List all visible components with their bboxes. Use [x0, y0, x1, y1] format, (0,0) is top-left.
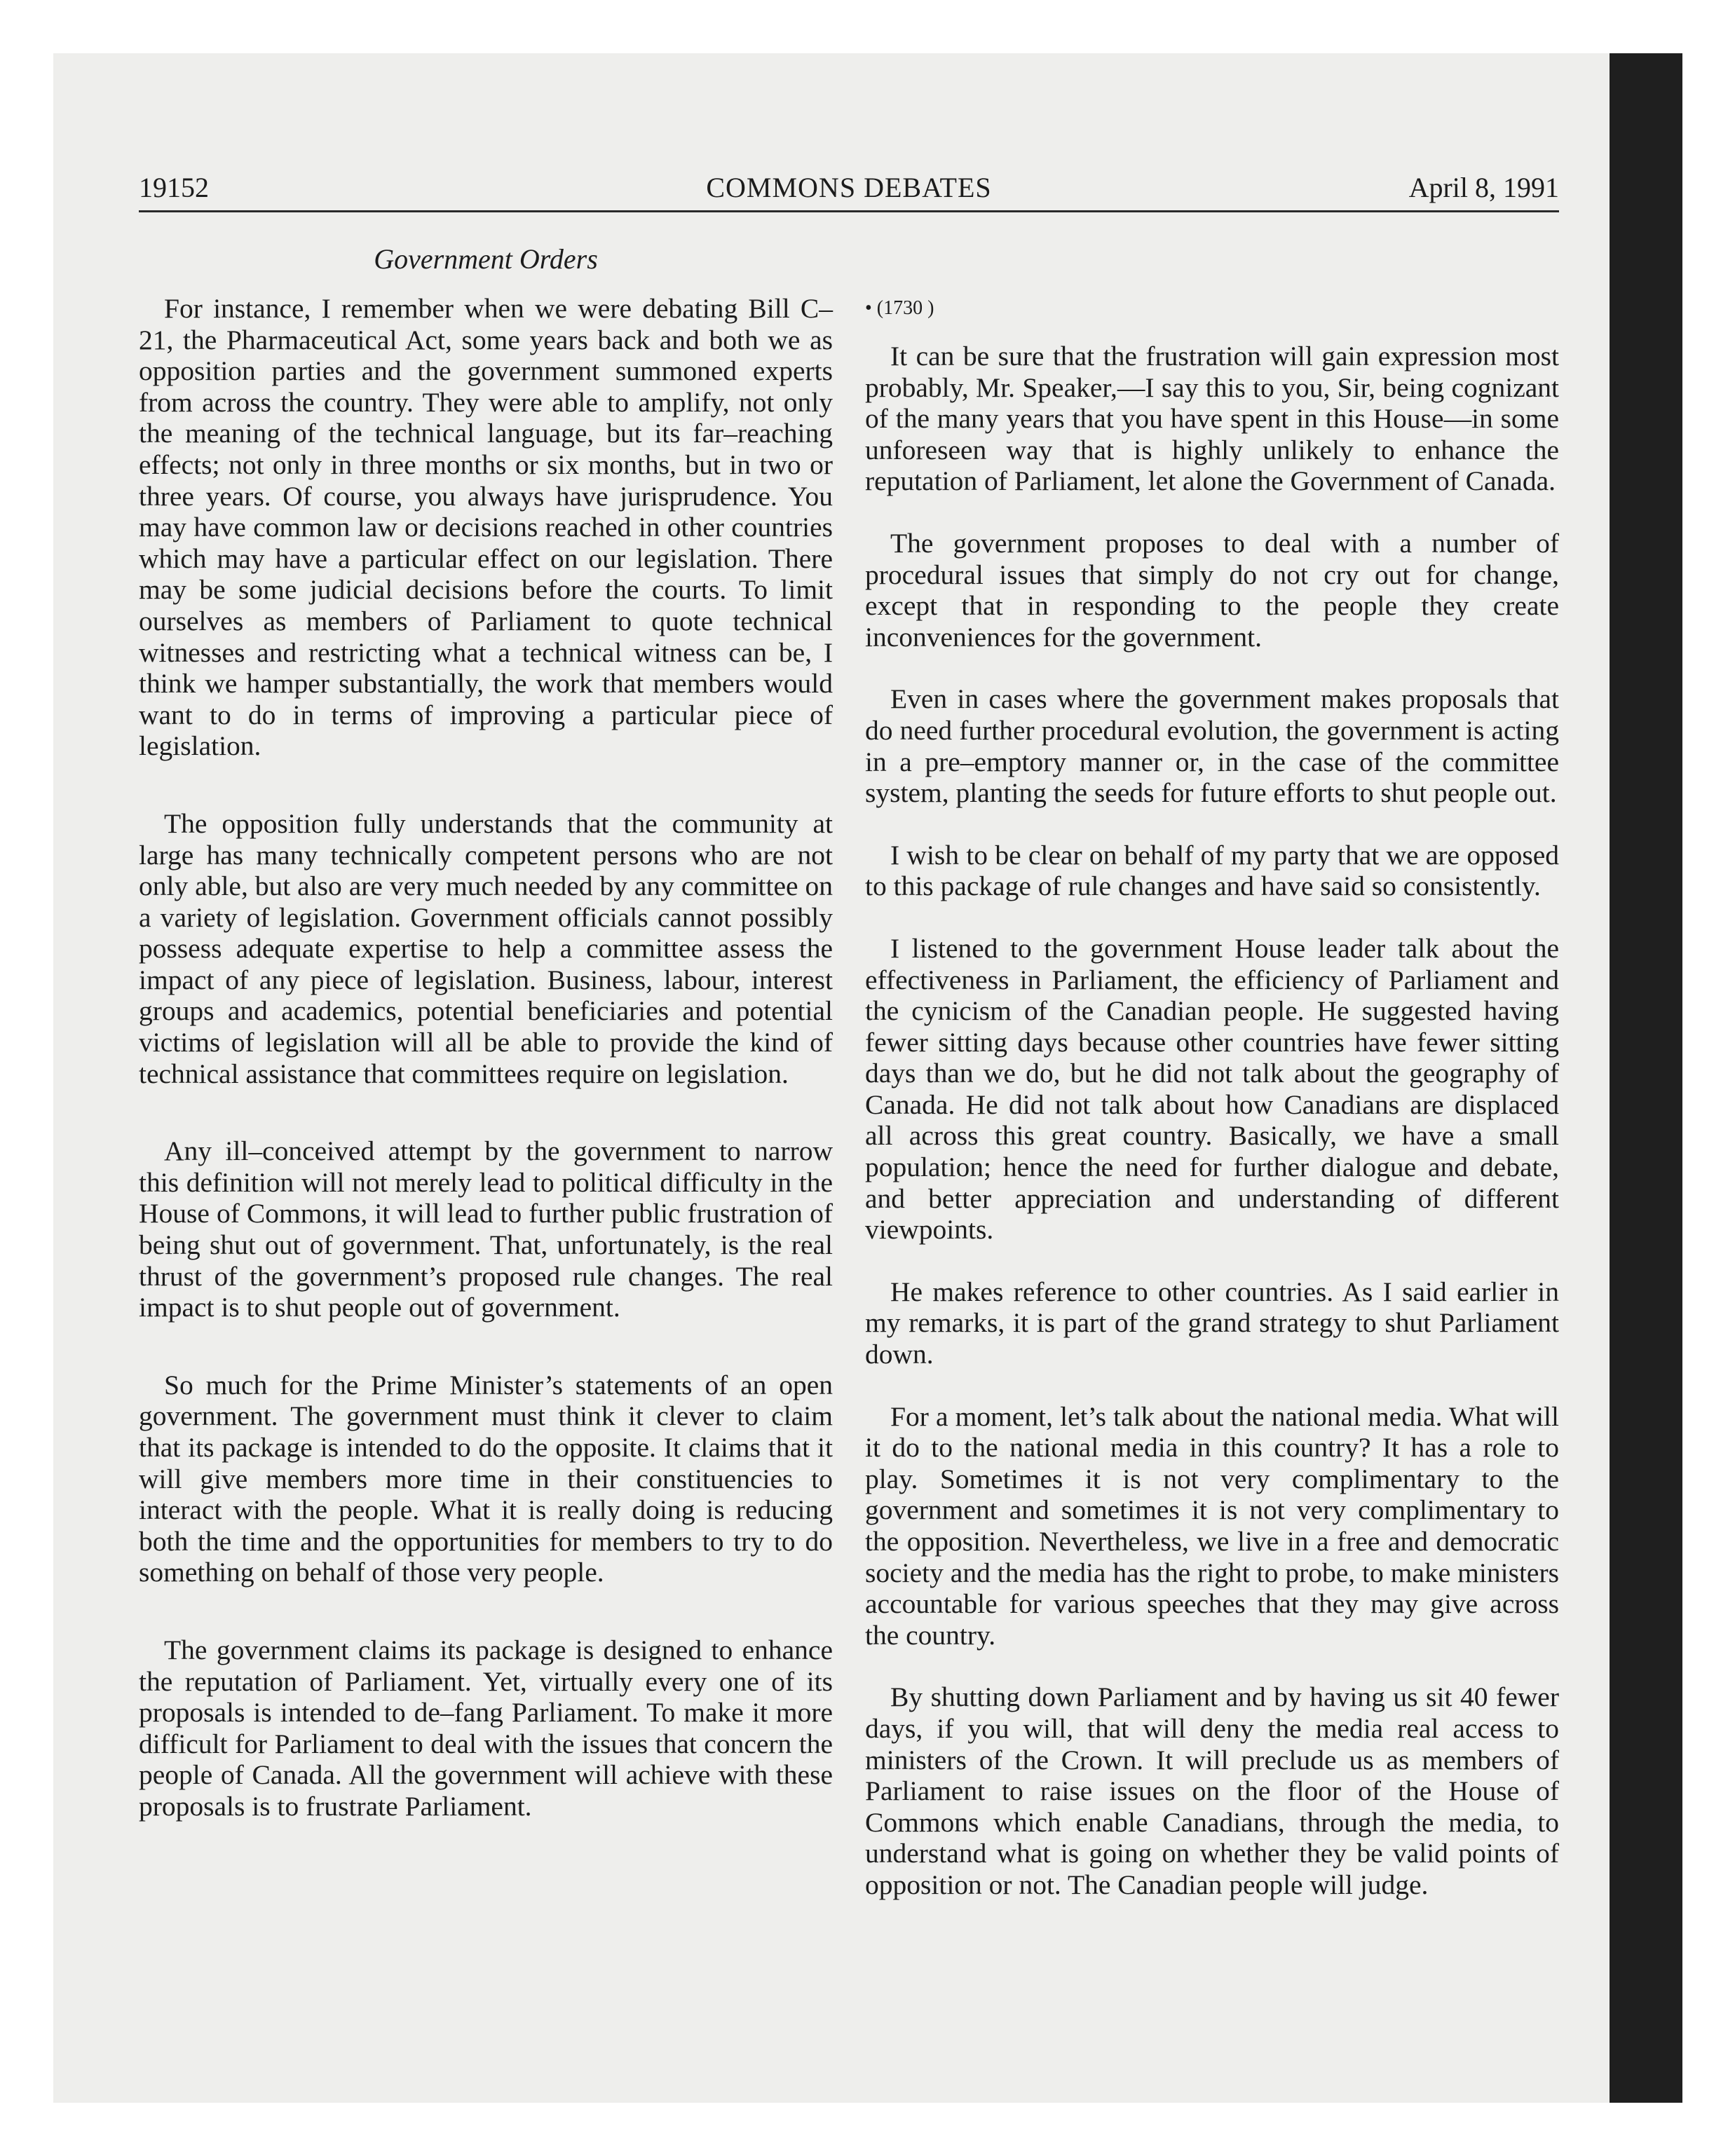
right-paragraph-2: The government proposes to deal with a number of procedural issues that simply do not cry out for change, except that in responding to the people they create inconveniences for the government.: [865, 527, 1559, 653]
left-paragraph-2: The opposition fully understands that the community at large has many technically competent persons who are not only able, but also are very much needed by any committee on a variety of legislation. Government officials cannot possibly possess adequate expertise to help a committee assess the impact of any piece of legislation. Business, labour, interest groups and academics, potential beneficiaries and potential victims of legislation will all be able to provide the kind of technical assistance that committees require on legislation.: [139, 807, 833, 1089]
time-marker: • (1730 ): [865, 297, 934, 319]
page-date: April 8, 1991: [1408, 172, 1559, 203]
left-paragraph-4: So much for the Prime Minister’s statements of an open government. The government must think it clever to claim that its package is intended to do the opposite. It claims that it will give members more time in their constituencies to interact with the people. What it is really doing is reducing both the time and the opportunities for members to try to do something on behalf of those very people.: [139, 1369, 833, 1588]
section-title: Government Orders: [374, 243, 598, 275]
right-paragraph-7: For a moment, let’s talk about the national media. What will it do to the national media in this country? It has a role to play. Sometimes it is not very complimentary to the government and sometimes it is not very complimentary to the opposition. Nevertheless, we live in a free and democratic society and the media has the right to probe, to make ministers accountable for various speeches that they may give across the country.: [865, 1400, 1559, 1651]
left-paragraph-1: For instance, I remember when we were debating Bill C–21, the Pharmaceutical Act, some years back and both we as opposition parties and the government summoned experts from across the country. They were able to amplify, not only the meaning of the technical language, but its far–reaching effects; not only in three months or six months, but in two or three years. Of course, you always have jurisprudence. You may have common law or decisions reached in other countries which may have a particular effect on our legislation. There may be some judicial decisions before the courts. To limit ourselves as members of Parliament to quote technical witnesses and restricting what a technical witness can be, I think we hamper substantially, the work that members would want to do in terms of improving a particular piece of legislation.: [139, 293, 833, 762]
header-rule: [139, 210, 1559, 212]
left-column: [139, 293, 833, 1822]
right-paragraph-6: He makes reference to other countries. As I said earlier in my remarks, it is part of the grand strategy to shut Parliament down.: [865, 1276, 1559, 1370]
right-paragraph-8: By shutting down Parliament and by having us sit 40 fewer days, if you will, that will deny the media real access to ministers of the Crown. It will preclude us as members of Parliament to raise issues on the floor of the House of Commons which enable Canadians, through the media, to understand what is going on whether they be valid points of opposition or not. The Canadian people will judge.: [865, 1681, 1559, 1900]
page-number: 19152: [139, 172, 209, 203]
left-paragraph-5: The government claims its package is designed to enhance the reputation of Parliament. Yet, virtually every one of its proposals is intended to de–fang Parliament. To make it more difficult for Parliament to deal with the issues that concern the people of Canada. All the government will achieve with these proposals is to frustrate Parliament.: [139, 1634, 833, 1822]
right-paragraph-3: Even in cases where the government makes proposals that do need further procedural evolution, the government is acting in a pre–emptory manner or, in the case of the committee system, planting the seeds for future efforts to shut people out.: [865, 683, 1559, 809]
page-header: [139, 171, 1559, 212]
publication-title: COMMONS DEBATES: [706, 172, 992, 203]
right-paragraph-4: I wish to be clear on behalf of my party that we are opposed to this package of rule changes and have said so consistently.: [865, 839, 1559, 902]
right-column: [865, 293, 1559, 1901]
right-paragraph-1: It can be sure that the frustration will gain expression most probably, Mr. Speaker,—I say this to you, Sir, being cognizant of the many years that you have spent in this House—in some unforeseen way that is highly unlikely to enhance the reputation of Parliament, let alone the Government of Canada.: [865, 341, 1559, 497]
left-paragraph-3: Any ill–conceived attempt by the government to narrow this definition will not merely lead to political difficulty in the House of Commons, it will lead to further public frustration of being shut out of government. That, unfortunately, is the real thrust of the government’s proposed rule changes. The real impact is to shut people out of government.: [139, 1135, 833, 1323]
right-paragraph-5: I listened to the government House leader talk about the effectiveness in Parliament, the efficiency of Parliament and the cynicism of the Canadian people. He suggested having fewer sitting days because other countries have fewer sitting days than we do, but he did not talk about the geography of Canada. He did not talk about how Canadians are displaced all across this great country. Basically, we have a small population; hence the need for further dialogue and debate, and better appreciation and understanding of different viewpoints.: [865, 932, 1559, 1246]
scan-dark-edge: [1610, 53, 1682, 2103]
